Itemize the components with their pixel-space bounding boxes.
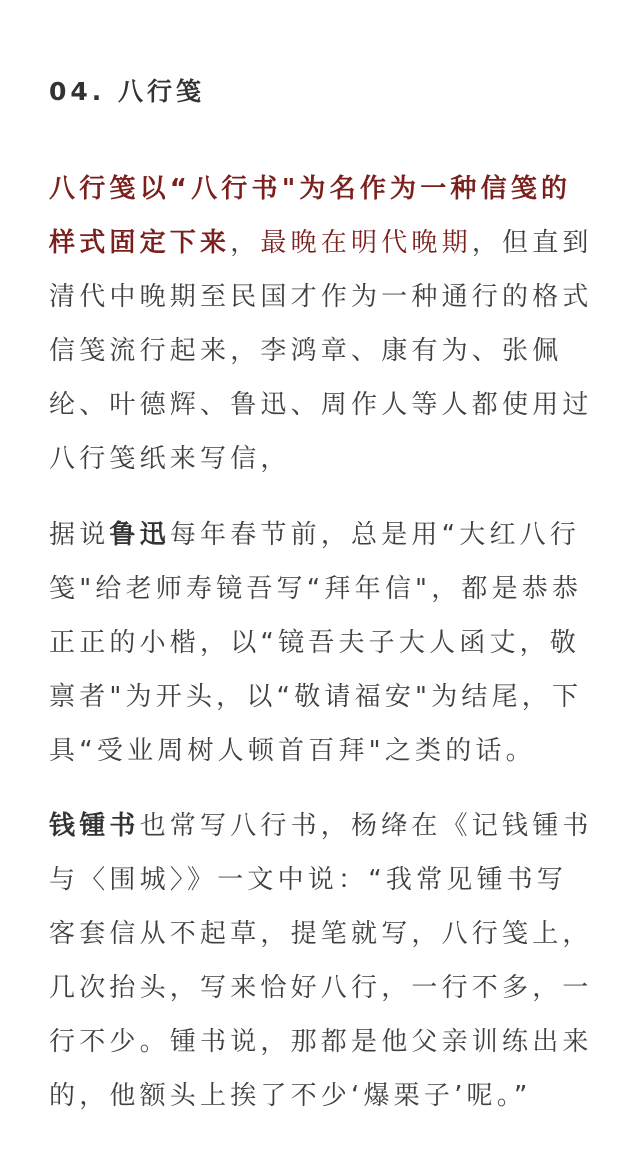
bold-name-qianzhongshu: 钱锺书 bbox=[49, 811, 140, 841]
paragraph-qianzhongshu bbox=[49, 799, 594, 1123]
separator-comma: ， bbox=[230, 228, 261, 258]
highlight-bold-phrase: 八行笺以“八行书"为名作为一种信笺的样式固定下来 bbox=[49, 174, 572, 258]
paragraph-text-intro: 据说 bbox=[49, 520, 110, 550]
paragraph-bajian-history bbox=[49, 162, 594, 486]
paragraph-text: ，但直到清代中晚期至民国才作为一种通行的格式信笺流行起来，李鸿章、康有为、张佩纶、叶德辉、鲁迅、周作人等人都使用过八行笺纸来写信， bbox=[49, 228, 593, 474]
paragraph-text: 每年春节前，总是用“大红八行笺"给老师寿镜吾写“拜年信"，都是恭恭正正的小楷，以“镜吾夫子大人函丈，敬禀者"为开头，以“敬请福安"为结尾，下具“受业周树人顿首百拜"之类的话。 bbox=[49, 520, 583, 766]
section-heading: 04. 八行笺 bbox=[49, 77, 205, 106]
paragraph-luxun bbox=[49, 508, 594, 778]
bold-name-luxun: 鲁迅 bbox=[109, 520, 170, 550]
highlight-phrase: 最晚在明代晚期 bbox=[260, 228, 472, 258]
paragraph-text: 也常写八行书，杨绛在《记钱锺书与〈围城〉》一文中说：“我常见锺书写客套信从不起草，提笔就写，八行笺上，几次抬头，写来恰好八行，一行不多，一行不少。锺书说，那都是他父亲训练出来的，他额头上挨了不少‘爆栗子’呢。” bbox=[49, 811, 593, 1111]
